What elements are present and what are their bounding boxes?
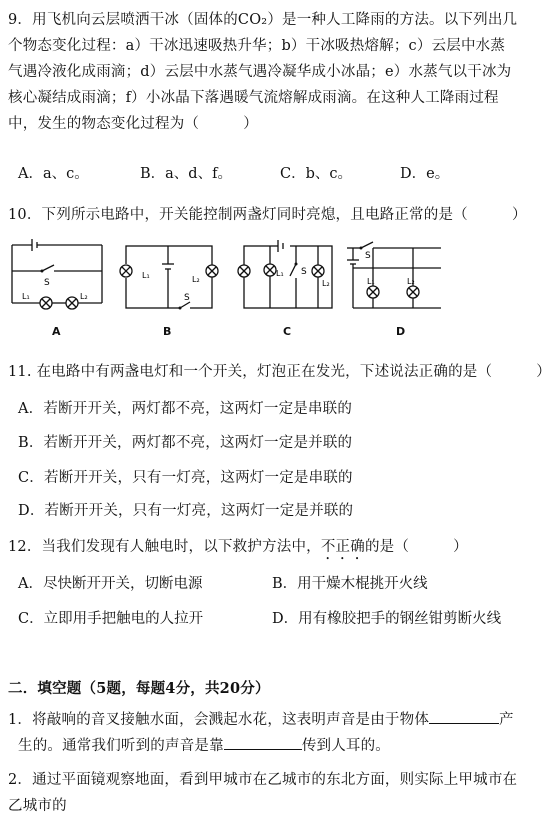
fill-q2-line-2: 乙城市的 [8,798,67,814]
section-heading: 二．填空题（5题，每题4分，共20分） [8,680,270,697]
fill-q2-line-1: 2．通过平面镜观察地面，看到甲城市在乙城市的东北方面，则实际上甲城市在 [8,772,518,788]
lamp-label-l2: L₂ [322,279,330,288]
q9-option-a[interactable]: A．a、c。 [18,166,89,182]
lamp-label-l2: L₂ [407,277,415,286]
switch-label: S [301,267,307,277]
circuit-label-d: D [396,325,406,338]
q12-stem-start: 12．当我们发现有人触电时，以下救护方法中， [8,539,321,555]
circuit-diagram-b[interactable] [118,238,220,320]
circuit-diagram-a[interactable] [8,235,106,335]
switch-label: S [365,251,371,261]
q9-line-1: 9．用飞机向云层喷洒干冰（固体的CO₂）是一种人工降雨的方法。以下列出几 [8,12,518,28]
q12-option-c[interactable]: C．立即用手把触电的人拉开 [18,611,204,627]
q9-line-4: 核心凝结成雨滴；f）小冰晶下落遇暖气流熔解成雨滴。在这种人工降雨过程 [8,90,499,106]
lamp-label-l2: L₂ [80,292,88,301]
lamp-label-l2: L₂ [192,275,200,284]
q11-option-c[interactable]: C．若断开开关，只有一灯亮，这两灯一定是串联的 [18,470,353,486]
fill-q1-text-d: 传到人耳的。 [301,738,391,754]
q11-option-d[interactable]: D．若断开开关，只有一灯亮，这两灯一定是并联的 [18,503,354,519]
lamp-label-l1: L₁ [367,277,375,286]
q9-line-3: 气遇冷液化成雨滴；d）云层中水蒸气遇冷凝华成小冰晶；e）水蒸气以干冰为 [8,64,512,80]
circuit-label-a: A [52,325,61,338]
circuit-label-c: C [283,325,292,338]
switch-label: S [44,278,50,288]
q11-option-a[interactable]: A．若断开开关，两灯都不亮，这两灯一定是串联的 [18,401,353,417]
q12-stem [8,535,468,563]
fill-q1-line-2 [18,734,390,755]
circuit-label-b: B [163,325,172,338]
lamp-label-l1: L₁ [22,292,30,301]
fill-q1-text-c: 生的。通常我们听到的声音是靠 [18,738,224,754]
switch-label: S [184,293,190,303]
q9-line-2: 个物态变化过程：a）干冰迅速吸热升华；b）干冰吸热熔解；c）云层中水蒸 [8,38,506,54]
fill-q1-text-a: 1．将敲响的音叉接触水面，会溅起水花，这表明声音是由于物体 [8,712,430,728]
circuit-diagram-d[interactable] [345,238,445,328]
q11-option-b[interactable]: B．若断开开关，两灯都不亮，这两灯一定是并联的 [18,435,353,451]
q12-option-b[interactable]: B．用干燥木棍挑开火线 [272,576,428,592]
lamp-label-l1: L₁ [276,269,284,278]
q9-line-5: 中，发生的物态变化过程为（ ） [8,116,258,132]
q12-option-d[interactable]: D．用有橡胶把手的钢丝钳剪断火线 [272,611,502,627]
q9-option-c[interactable]: C．b、c。 [280,166,352,182]
q9-option-d[interactable]: D．e。 [400,166,450,182]
fill-q1-line-1 [8,708,514,729]
q12-stem-end: 的是（ ） [364,539,468,555]
q11-stem: 11. 在电路中有两盏电灯和一个开关，灯泡正在发光，下述说法正确的是（ ） [8,364,551,380]
lamp-label-l1: L₁ [142,271,150,280]
q9-option-b[interactable]: B．a、d、f。 [140,166,232,182]
q12-stem-emphasis: 不正确 [320,539,365,555]
fill-q1-blank-1[interactable] [429,710,499,724]
q10-stem: 10．下列所示电路中，开关能控制两盏灯同时亮熄，且电路正常的是（ ） [8,207,527,223]
fill-q1-blank-2[interactable] [224,736,302,750]
q12-option-a[interactable]: A．尽快断开开关，切断电源 [18,576,203,592]
circuit-diagram-c[interactable] [238,238,336,320]
fill-q1-text-b: 产 [499,712,514,728]
